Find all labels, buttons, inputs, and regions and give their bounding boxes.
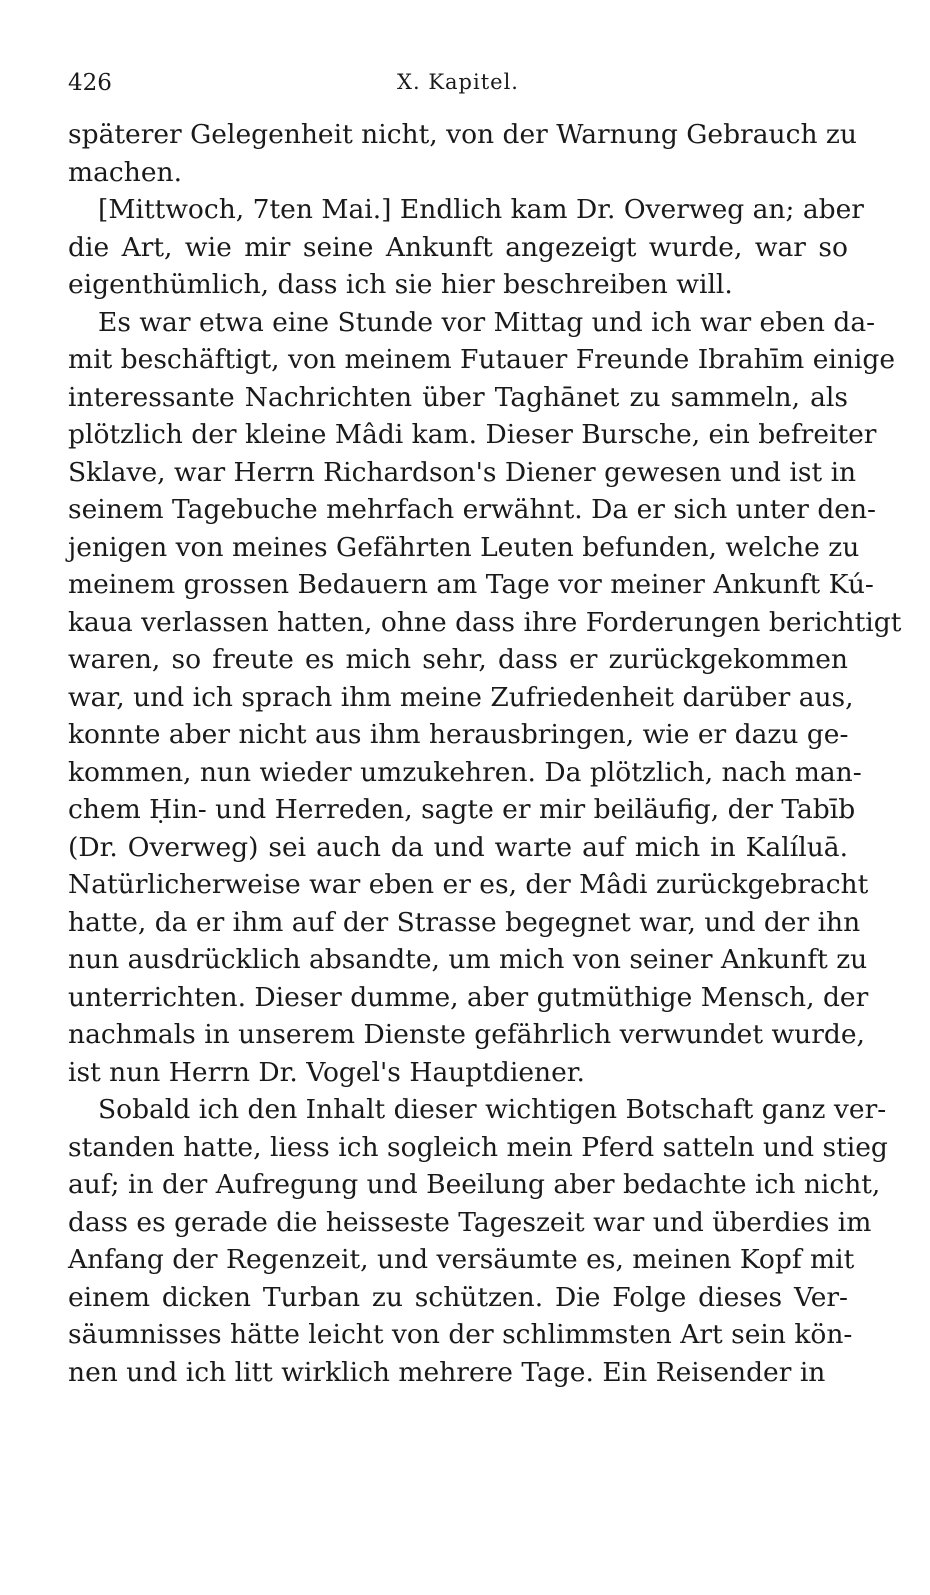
text-line: Es war etwa eine Stunde vor Mittag und ich war eben da- — [98, 306, 876, 338]
text-line: seinem Tagebuche mehrfach erwähnt. Da er sich unter den- — [68, 494, 876, 525]
text-line: auf; in der Aufregung und Beeilung aber bedachte ich nicht, — [68, 1169, 881, 1200]
text-line: nachmals in unserem Dienste gefährlich verwundet wurde, — [68, 1019, 865, 1050]
text-line: ist nun Herrn Dr. Vogel's Hauptdiener. — [68, 1056, 585, 1088]
text-line: waren, so freute es mich sehr, dass er zurückgekommen — [68, 644, 848, 675]
text-line: meinem grossen Bedauern am Tage vor meiner Ankunft Kú- — [68, 569, 874, 600]
text-line: chem Ḥin- und Herreden, sagte er mir beiläufig, der Tabīb — [68, 794, 856, 825]
paragraph — [68, 304, 902, 1092]
text-line: [Mittwoch, 7ten Mai.] Endlich kam Dr. Overweg an; aber — [98, 194, 864, 225]
paragraph — [68, 116, 857, 191]
body-text — [68, 116, 902, 1391]
text-line: standen hatte, liess ich sogleich mein Pferd satteln und stieg — [68, 1131, 888, 1163]
text-line: machen. — [68, 156, 183, 188]
text-line: Anfang der Regenzeit, und versäumte es, meinen Kopf mit — [68, 1244, 855, 1275]
page-header — [68, 70, 848, 100]
text-line: hatte, da er ihm auf der Strasse begegnet war, und der ihn — [68, 906, 861, 938]
text-line: mit beschäftigt, von meinem Futauer Freunde Ibrahīm einige — [68, 344, 896, 375]
page-number: 426 — [68, 70, 112, 96]
text-line: interessante Nachrichten über Taghānet zu sammeln, als — [68, 381, 848, 413]
text-line: Sklave, war Herrn Richardson's Diener gewesen und ist in — [68, 456, 857, 488]
text-line: konnte aber nicht aus ihm herausbringen, wie er dazu ge- — [68, 719, 849, 750]
text-line: dass es gerade die heisseste Tageszeit war und überdies im — [68, 1206, 872, 1238]
paragraph — [68, 1091, 888, 1391]
text-line: einem dicken Turban zu schützen. Die Folge dieses Ver- — [68, 1281, 848, 1313]
text-line: jenigen von meines Gefährten Leuten befunden, welche zu — [68, 531, 860, 563]
text-line: eigenthümlich, dass ich sie hier beschreiben will. — [68, 269, 733, 300]
paragraph — [68, 191, 864, 304]
running-title: X. Kapitel. — [397, 70, 519, 94]
text-line: kommen, nun wieder umzukehren. Da plötzlich, nach man- — [68, 756, 862, 788]
text-line: säumnisses hätte leicht von der schlimmsten Art sein kön- — [68, 1319, 853, 1350]
text-line: unterrichten. Dieser dumme, aber gutmüthige Mensch, der — [68, 981, 869, 1013]
text-line: späterer Gelegenheit nicht, von der Warnung Gebrauch zu — [68, 119, 857, 150]
text-line: die Art, wie mir seine Ankunft angezeigt wurde, war so — [68, 231, 848, 263]
text-line: Sobald ich den Inhalt dieser wichtigen Botschaft ganz ver- — [98, 1094, 887, 1125]
text-line: nun ausdrücklich absandte, um mich von seiner Ankunft zu — [68, 944, 868, 975]
text-line: (Dr. Overweg) sei auch da und warte auf mich in Kalíluā. — [68, 831, 848, 863]
text-line: kaua verlassen hatten, ohne dass ihre Forderungen berichtigt — [68, 606, 902, 638]
text-line: Natürlicherweise war eben er es, der Mâdi zurückgebracht — [68, 869, 869, 900]
text-line: plötzlich der kleine Mâdi kam. Dieser Bursche, ein befreiter — [68, 419, 877, 450]
text-line: war, und ich sprach ihm meine Zufriedenheit darüber aus, — [68, 681, 854, 713]
text-line: nen und ich litt wirklich mehrere Tage. Ein Reisender in — [68, 1356, 826, 1388]
